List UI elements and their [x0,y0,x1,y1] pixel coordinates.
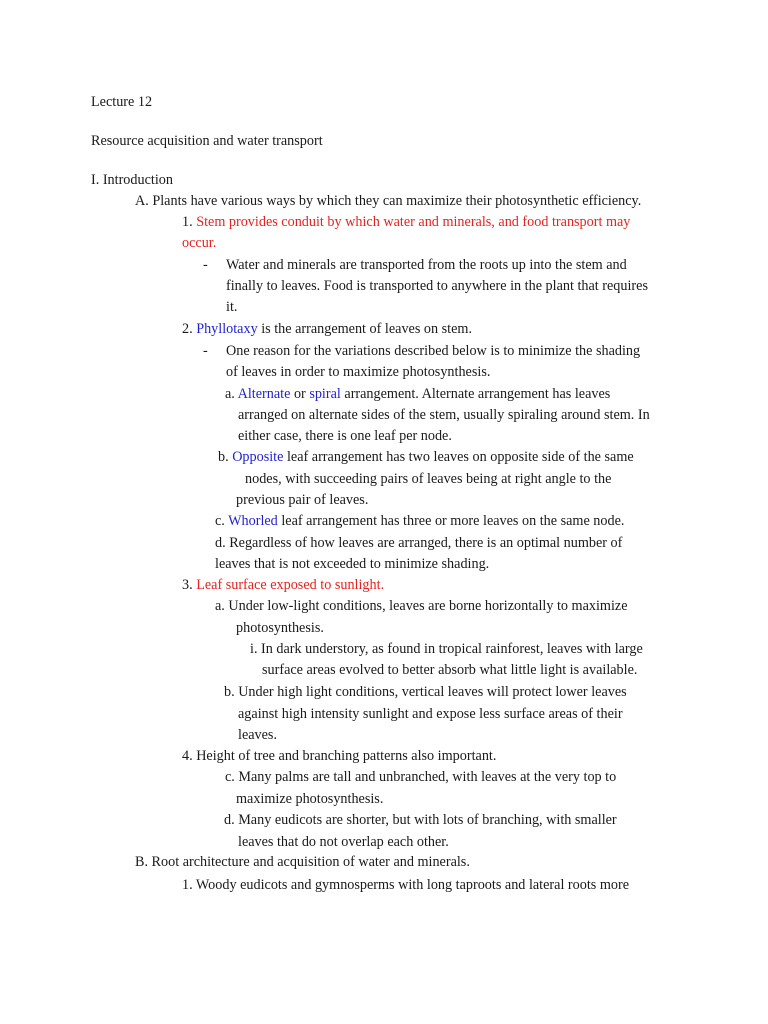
item-3b-line-3: leaves. [238,727,277,743]
item-2b-line-2: nodes, with succeeding pairs of leaves being at right angle to the [245,471,612,487]
item-2b-prefix: b. [218,449,233,465]
item-2-number: 2. [182,321,197,337]
item-2d-line-2: leaves that is not exceeded to minimize shading. [215,556,490,572]
term-phyllotaxy: Phyllotaxy [196,321,258,337]
item-2a-line-1 [225,385,610,403]
item-1-number: 1. [182,214,197,230]
item-1-line-1 [182,213,630,231]
item-3ai-line-1: i. In dark understory, as found in tropical rainforest, leaves with large [250,641,643,657]
item-2a-line-2: arranged on alternate sides of the stem, usually spiraling around stem. In [238,407,650,423]
item-2c-prefix: c. [215,513,229,529]
term-spiral: spiral [309,386,341,402]
item-3a-line-1: a. Under low-light conditions, leaves are borne horizontally to maximize [215,598,628,614]
item-3-line-1 [182,576,384,594]
item-2c-line-1 [215,512,624,530]
point-b: B. Root architecture and acquisition of water and minerals. [135,854,470,870]
item-2b-line-3: previous pair of leaves. [236,492,369,508]
item-2a-prefix: a. [225,386,238,402]
item-3ai-line-2: surface areas evolved to better absorb what little light is available. [262,662,638,678]
item-2b-rest: leaf arrangement has two leaves on opposite side of the same [283,449,634,465]
item-1-bullet-line-2: finally to leaves. Food is transported to anywhere in the plant that requires [226,278,648,294]
item-1-bullet-line-1: Water and minerals are transported from the roots up into the stem and [226,257,627,273]
point-a [135,192,641,210]
item-2a-or: or [290,386,310,402]
point-a-text: Plants have various ways by which they can maximize their photosynthetic efficiency. [148,193,642,209]
point-b-item-1: 1. Woody eudicots and gymnosperms with long taproots and lateral roots more [182,877,630,893]
item-1-dash: - [203,257,208,273]
item-4d-line-2: leaves that do not overlap each other. [238,834,449,850]
item-2-bullet-line-2: of leaves in order to maximize photosynthesis. [226,364,491,380]
item-1-red-text: Stem provides conduit by which water and minerals, and food transport may [196,214,631,230]
item-2-line-1 [182,320,472,338]
item-3b-line-2: against high intensity sunlight and expose less surface areas of their [238,706,623,722]
section-heading-introduction: I. Introduction [91,172,173,188]
item-1-bullet-line-3: it. [226,299,238,315]
term-whorled: Whorled [228,513,278,529]
document-title: Resource acquisition and water transport [91,133,323,149]
item-2-bullet-line-1: One reason for the variations described below is to minimize the shading [226,343,641,359]
item-1-line-2: occur. [182,235,217,251]
term-alternate: Alternate [237,386,291,402]
item-2d-line-1: d. Regardless of how leaves are arranged, there is an optimal number of [215,535,623,551]
item-2a-line-3: either case, there is one leaf per node. [238,428,452,444]
item-2-rest: is the arrangement of leaves on stem. [257,321,472,337]
item-4d-line-1: d. Many eudicots are shorter, but with lots of branching, with smaller [224,812,617,828]
item-2a-rest: arrangement. Alternate arrangement has leaves [340,386,611,402]
item-4c-line-2: maximize photosynthesis. [236,791,384,807]
point-a-prefix: A. [135,193,149,209]
item-3-red-text: Leaf surface exposed to sunlight. [196,577,385,593]
item-3-number: 3. [182,577,197,593]
item-2-dash: - [203,343,208,359]
item-2b-line-1 [218,448,634,466]
item-3a-line-2: photosynthesis. [236,620,324,636]
item-3b-line-1: b. Under high light conditions, vertical leaves will protect lower leaves [224,684,627,700]
item-2c-rest: leaf arrangement has three or more leaves on the same node. [277,513,625,529]
term-opposite: Opposite [232,449,284,465]
item-4c-line-1: c. Many palms are tall and unbranched, with leaves at the very top to [225,769,617,785]
lecture-number: Lecture 12 [91,94,153,110]
item-4-line-1: 4. Height of tree and branching patterns also important. [182,748,497,764]
